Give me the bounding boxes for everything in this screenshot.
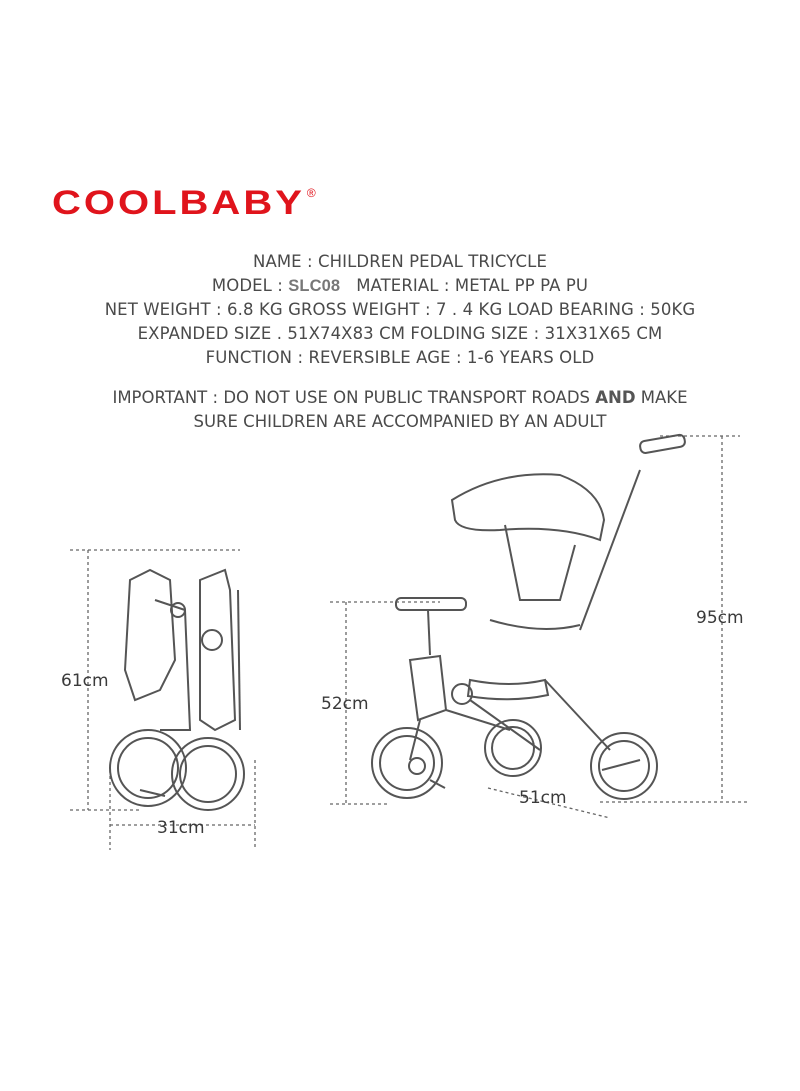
seat-bar — [490, 620, 580, 629]
folded-width-label: 31cm — [157, 818, 205, 838]
spec-size: EXPANDED SIZE . 51X74X83 CM FOLDING SIZE : 31X31X65 CM — [137, 324, 663, 343]
seat-back — [505, 525, 575, 600]
front-wheel-outer — [372, 728, 442, 798]
folded-front-wheel-outer — [172, 738, 244, 810]
model-code: SLC08 — [288, 277, 341, 295]
model-prefix: MODEL : — [211, 276, 289, 295]
spec-name: NAME : CHILDREN PEDAL TRICYCLE — [253, 252, 547, 271]
folded-tricycle — [110, 570, 244, 810]
total-height-label: 95cm — [696, 608, 744, 628]
spec-model — [0, 274, 800, 298]
notice-and: AND — [595, 388, 636, 407]
folded-handle-bar — [238, 590, 240, 730]
steering-handle — [396, 598, 466, 610]
notice-suffix: MAKE — [635, 388, 688, 407]
registered-mark: ® — [306, 186, 316, 200]
folded-joint — [202, 630, 222, 650]
main-frame-bar — [446, 710, 510, 730]
logo-text: COOLBABY — [52, 184, 305, 222]
material-text: MATERIAL : METAL PP PA PU — [340, 276, 589, 295]
front-wheel-hub — [409, 758, 425, 774]
folded-frame — [200, 570, 235, 730]
seat-height-label: 52cm — [321, 694, 369, 714]
wheelbase-label: 51cm — [519, 788, 567, 808]
product-specs — [0, 250, 800, 370]
rear-right-wheel-outer — [591, 733, 657, 799]
folded-pedal — [140, 790, 165, 796]
folded-rear-wheel-inner — [118, 738, 178, 798]
canopy — [452, 474, 604, 540]
safety-notice — [0, 386, 800, 434]
folded-height-label: 61cm — [61, 671, 109, 691]
seat-base — [468, 680, 548, 699]
rear-left-wheel-inner — [492, 727, 534, 769]
push-handle-rod — [580, 470, 640, 630]
spec-function: FUNCTION : REVERSIBLE AGE : 1-6 YEARS OLD — [205, 348, 595, 367]
folded-rear-wheel-outer — [110, 730, 186, 806]
steering-column — [428, 610, 430, 655]
expanded-tricycle — [372, 434, 686, 799]
notice-line-1 — [0, 386, 800, 410]
folded-canopy — [125, 570, 175, 700]
front-fork-body — [410, 656, 446, 720]
spec-weight: NET WEIGHT : 6.8 KG GROSS WEIGHT : 7 . 4 KG LOAD BEARING : 50KG — [104, 300, 696, 319]
product-illustration — [0, 430, 800, 870]
notice-line-2: SURE CHILDREN ARE ACCOMPANIED BY AN ADULT — [193, 412, 607, 431]
front-wheel-inner — [380, 736, 434, 790]
push-handle-grip — [639, 434, 685, 454]
folded-front-wheel-inner — [180, 746, 236, 802]
rear-left-wheel-outer — [485, 720, 541, 776]
rear-frame-right — [545, 680, 610, 750]
notice-prefix: IMPORTANT : DO NOT USE ON PUBLIC TRANSPORT ROADS — [112, 388, 596, 407]
rear-right-wheel-inner — [599, 741, 649, 791]
rear-wheel-detail — [602, 760, 640, 770]
front-fork-leg — [410, 720, 420, 760]
brand-logo — [52, 186, 316, 226]
